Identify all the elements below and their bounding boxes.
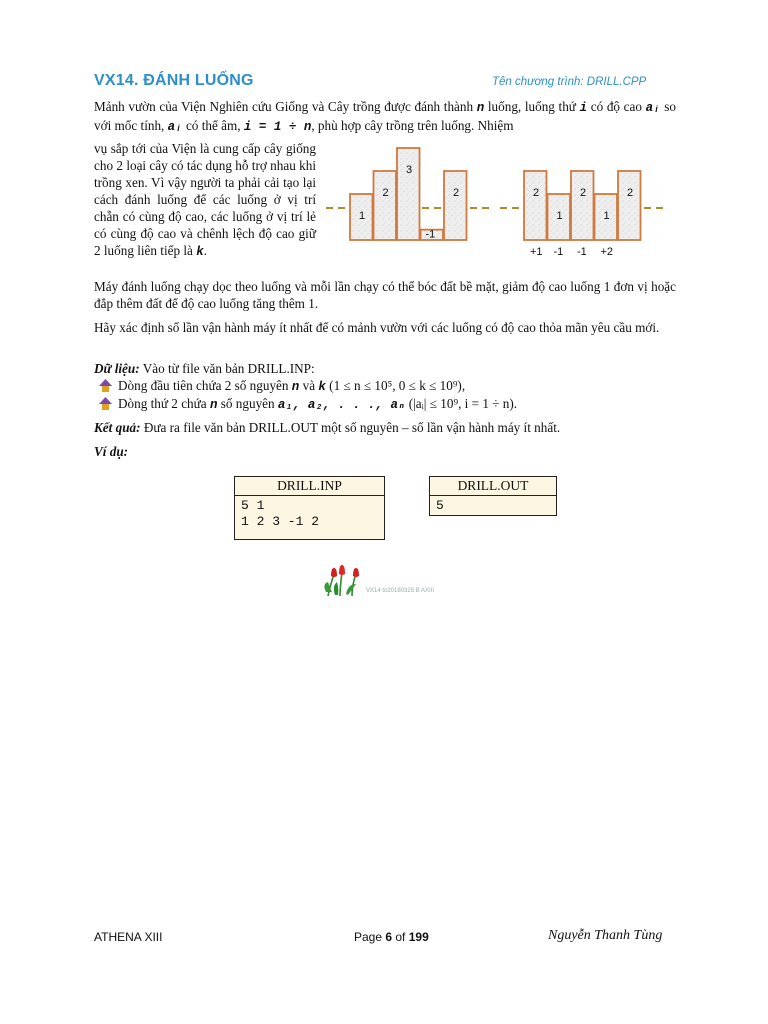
height-change-label: -1 [553, 246, 564, 258]
var-n: n [476, 101, 485, 115]
program-name: Tên chương trình: DRILL.CPP [492, 76, 647, 88]
bed-height-label: 2 [453, 187, 460, 199]
bed-figures [322, 140, 678, 265]
sample-input-line-1: 5 1 [241, 498, 265, 513]
var-range: i = 1 ÷ n [243, 120, 312, 134]
bed-bar [374, 171, 397, 240]
intro-text: . [203, 243, 207, 258]
page-number [354, 930, 429, 944]
bullet-constraints: (1 ≤ n ≤ 10⁵, 0 ≤ k ≤ 10⁹), [325, 378, 466, 393]
input-text: Vào từ file văn bản DRILL.INP: [139, 361, 315, 376]
bed-height-label: -1 [425, 228, 436, 241]
page-prefix: Page [354, 930, 386, 944]
bed-bar [524, 171, 547, 240]
example-label: Ví dụ: [94, 444, 129, 459]
intro-text: có thể âm, [182, 118, 244, 133]
intro-text: vụ sắp tới của Viện là cung cấp cây giống cho 2 loại cây có tác dụng hỗ trợ nhau khi trồng xen. Vì vậy người ta phải cải tạo lại cách đánh luống để các luống ở vị trí chẵn có cùng độ cao, các luống ở vị trí lẻ có cùng độ cao và chênh lệch độ cao giữ 2 luống liên tiếp là [94, 141, 316, 258]
bed-height-label: 2 [580, 187, 587, 199]
bullet-text: Dòng thứ 2 chứa [118, 396, 210, 411]
var-sequence: a₁, a₂, . . ., aₙ [277, 398, 406, 412]
bed-height-label: 1 [603, 210, 610, 222]
input-bullet-1 [118, 377, 465, 396]
intro-paragraph-top [94, 98, 676, 136]
bed-height-label: 2 [627, 187, 634, 199]
sample-input-title: DRILL.INP [235, 477, 384, 496]
current-page: 6 [385, 930, 393, 944]
height-change-label: +1 [530, 246, 543, 258]
intro-text: so với mốc tính, [94, 99, 676, 133]
var-k: k [196, 245, 204, 259]
var-k: k [318, 380, 326, 394]
intro-text: luống, luống thứ [484, 99, 580, 114]
bullet-icon [99, 397, 112, 410]
output-label: Kết quả: [94, 420, 141, 435]
var-ai: aᵢ [167, 120, 183, 134]
output-description [94, 419, 676, 436]
var-n: n [209, 398, 218, 412]
watermark-text: VX14 to20180325 B AXIII [366, 588, 435, 594]
output-text: Đưa ra file văn bản DRILL.OUT một số nguyên – số lần vận hành máy ít nhất. [140, 420, 561, 435]
target-beds-figure [500, 171, 666, 258]
section-title: VX14. ĐÁNH LUỐNG [94, 72, 254, 89]
input-label: Dữ liệu: [94, 361, 140, 376]
bed-height-label: 2 [382, 187, 389, 199]
var-n: n [291, 380, 300, 394]
bullet-text: số nguyên [217, 396, 278, 411]
intro-text: Mảnh vườn của Viện Nghiên cứu Giống và Cây trồng được đánh thành [94, 99, 477, 114]
tulip-icon [322, 562, 364, 598]
bullet-constraints: (|aᵢ| ≤ 10⁹, i = 1 ÷ n). [405, 396, 518, 411]
footer-left: ATHENA XIII [94, 930, 163, 944]
var-i: i [579, 101, 588, 115]
bed-bar [444, 171, 467, 240]
machine-paragraph: Máy đánh luống chạy dọc theo luống và mỗi lần chạy có thể bóc đất bề mặt, giảm độ cao luống 1 đơn vị hoặc đắp thêm đất để độ cao luống tăng thêm 1. [94, 279, 676, 311]
original-beds-figure [326, 148, 492, 241]
bed-bar [397, 148, 420, 240]
bed-height-label: 1 [556, 210, 563, 222]
bed-bar [618, 171, 641, 240]
bullet-icon [99, 379, 112, 392]
bed-height-label: 3 [406, 164, 413, 176]
sample-output-title: DRILL.OUT [430, 477, 556, 496]
bullet-text: Dòng đầu tiên chứa 2 số nguyên [118, 378, 292, 393]
height-change-label: -1 [577, 246, 587, 258]
bed-height-label: 1 [359, 210, 366, 222]
sample-input-box [234, 476, 385, 540]
bed-height-label: 2 [533, 187, 540, 199]
input-description [94, 360, 676, 377]
input-bullet-2 [118, 395, 517, 414]
sample-output-box [429, 476, 557, 516]
bed-bar [571, 171, 594, 240]
sample-output-line-1: 5 [436, 498, 444, 513]
page-of: of [392, 930, 409, 944]
question-paragraph: Hãy xác định số lần vận hành máy ít nhất để có mảnh vườn với các luống có độ cao thỏa mãn yêu cầu mới. [94, 320, 660, 335]
intro-text: , phù hợp cây trồng trên luống. Nhiệm [311, 118, 514, 133]
height-change-label: +2 [600, 246, 614, 258]
intro-paragraph-narrow [94, 140, 316, 261]
var-ai: aᵢ [645, 101, 661, 115]
intro-text: có độ cao [587, 99, 646, 114]
author-name: Nguyễn Thanh Tùng [548, 928, 663, 943]
total-pages: 199 [408, 930, 429, 944]
bullet-text: và [299, 378, 319, 393]
sample-input-line-2: 1 2 3 -1 2 [241, 514, 320, 529]
